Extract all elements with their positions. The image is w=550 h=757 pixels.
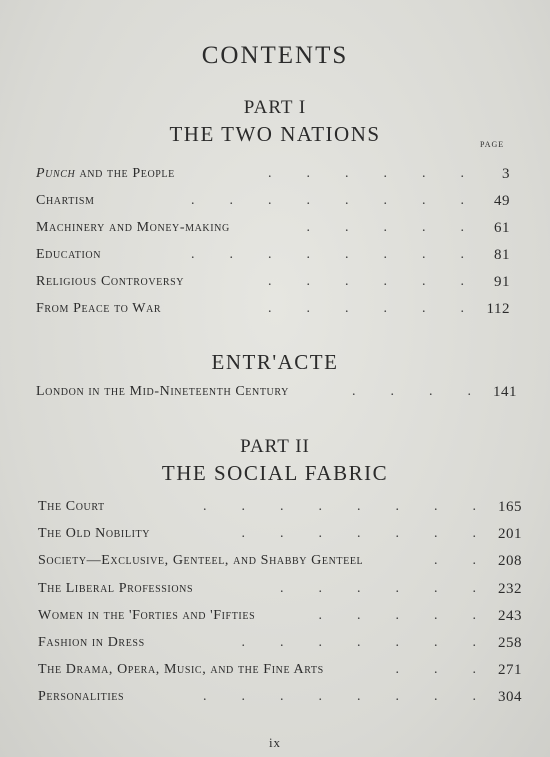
contents-heading: CONTENTS [201, 42, 349, 69]
toc-entry-page-number: 232 [498, 580, 522, 597]
toc-entry [0, 526, 550, 548]
toc-entry-page-number: 91 [494, 274, 510, 290]
toc-entry [0, 301, 550, 323]
toc-entry [0, 220, 550, 242]
entracte-title: ENTR'ACTE [211, 350, 339, 374]
dot-leader: . . . . . . [268, 301, 464, 316]
toc-entry-page-number: 3 [502, 166, 510, 182]
part-2-label: PART II [240, 436, 310, 457]
dot-leader: . . . . . . . . [191, 193, 464, 208]
toc-entry [0, 499, 550, 521]
page-column-label: PAGE [480, 140, 505, 149]
toc-entry-page-number: 165 [498, 499, 522, 515]
toc-entry-page-number: 258 [498, 635, 522, 651]
toc-entry-title: Fashion in Dress [38, 635, 145, 650]
toc-entry-title: The Drama, Opera, Music, and the Fine Arts [38, 662, 324, 678]
part-1-label: PART I [243, 97, 307, 118]
toc-entry-page-number: 271 [498, 662, 522, 679]
toc-entry-title: Women in the 'Forties and 'Fifties [38, 607, 256, 623]
toc-entry [0, 662, 550, 684]
part-1-title: THE TWO NATIONS [169, 122, 381, 146]
dot-leader: . . . . . . . . [203, 689, 476, 705]
toc-entry-title: Machinery and Money-making [36, 220, 230, 235]
toc-entry-title: The Court [38, 499, 105, 514]
toc-entry-page-number: 201 [498, 526, 522, 543]
dot-leader: . . . . . . . [241, 635, 476, 650]
toc-entry [0, 635, 550, 657]
toc-entry-italic-title: Punch [36, 166, 76, 181]
toc-entry-page-number: 243 [498, 607, 522, 624]
dot-leader: . . . . . . [268, 274, 464, 289]
dot-leader: . . [434, 553, 476, 569]
dot-leader: . . . . . [306, 220, 464, 235]
toc-entry-title: Chartism [36, 193, 95, 208]
dot-leader: . . . . [352, 384, 471, 399]
toc-entry [0, 193, 550, 215]
toc-entry [0, 608, 550, 630]
toc-entry-page-number: 208 [498, 553, 522, 570]
toc-entry [0, 166, 550, 188]
toc-entry-title: London in the Mid-Nineteenth Century [36, 384, 289, 399]
toc-entry-page-number: 141 [493, 384, 517, 400]
toc-entry-title: Religious Controversy [36, 274, 185, 289]
toc-entry [0, 553, 550, 575]
toc-entry-page-number: 304 [498, 689, 522, 706]
toc-entry [0, 247, 550, 269]
toc-entry-page-number: 61 [494, 220, 510, 236]
toc-entry-title: Personalities [38, 689, 125, 705]
toc-entry [0, 581, 550, 603]
toc-entry-title: From Peace to War [36, 301, 162, 316]
dot-leader: . . . . . . [280, 580, 476, 596]
toc-entry-page-number: 49 [494, 193, 510, 209]
toc-entry-title: Society—Exclusive, Genteel, and Shabby Genteel [38, 553, 364, 569]
toc-entry [0, 384, 550, 406]
dot-leader: . . . . . . . . [191, 247, 464, 262]
toc-entry-title: The Liberal Professions [38, 580, 194, 596]
toc-entry-title: The Old Nobility [38, 526, 151, 542]
toc-entry-title: Punch and the People [36, 166, 175, 181]
toc-entry-page-number: 112 [486, 301, 510, 317]
toc-entry-page-number: 81 [494, 247, 510, 263]
toc-entry [0, 689, 550, 711]
dot-leader: . . . . . . . . [203, 499, 476, 514]
toc-entry [0, 274, 550, 296]
dot-leader: . . . . . . [268, 166, 464, 181]
part-2-title: THE SOCIAL FABRIC [161, 461, 389, 485]
toc-entry-title: Education [36, 247, 102, 262]
dot-leader: . . . [395, 662, 476, 678]
dot-leader: . . . . . [318, 607, 476, 623]
dot-leader: . . . . . . . [241, 526, 476, 542]
page-number: ix [268, 735, 282, 750]
